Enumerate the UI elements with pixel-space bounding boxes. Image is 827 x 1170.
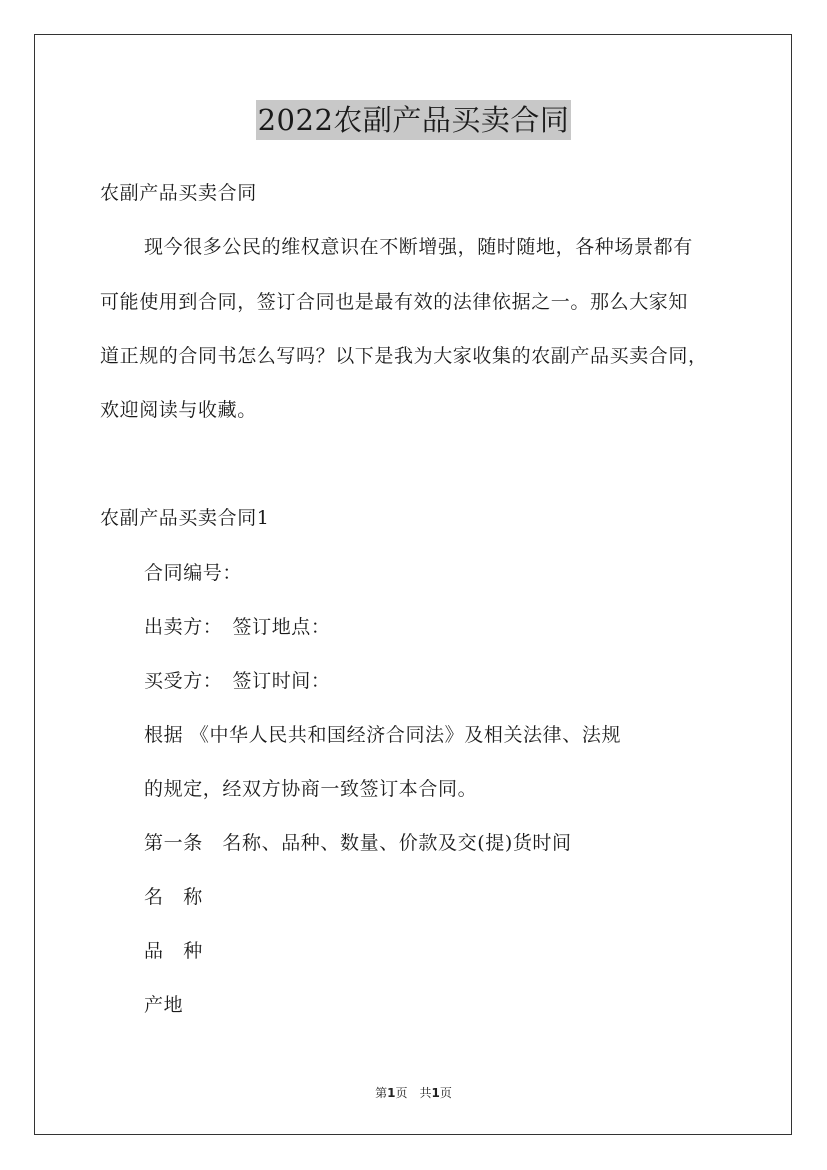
- field-variety-label: 品 种: [144, 940, 203, 962]
- document-subtitle: 农副产品买卖合同: [100, 182, 257, 204]
- seller-line: 出卖方： 签订地点：: [144, 616, 331, 638]
- document-title: 2022农副产品买卖合同: [256, 100, 572, 140]
- contract-number-label: 合同编号：: [144, 562, 243, 584]
- article-one-heading: 第一条 名称、品种、数量、价款及交(提)货时间: [144, 832, 572, 854]
- title-container: [0, 100, 827, 140]
- intro-line-1: 现今很多公民的维权意识在不断增强，随时随地，各种场景都有: [144, 236, 693, 258]
- field-name-label: 名 称: [144, 886, 203, 908]
- intro-line-2: 可能使用到合同，签订合同也是最有效的法律依据之一。那么大家知: [100, 291, 689, 313]
- legal-basis-line: 根据 《中华人民共和国经济合同法》及相关法律、法规: [144, 724, 622, 746]
- buyer-line: 买受方： 签订时间：: [144, 670, 331, 692]
- agreement-line: 的规定，经双方协商一致签订本合同。: [144, 778, 478, 800]
- footer-page-total: 1: [431, 1086, 440, 1100]
- footer-page-prefix: 第: [375, 1086, 388, 1100]
- intro-line-3: 道正规的合同书怎么写吗？以下是我为大家收集的农副产品买卖合同，: [100, 345, 708, 367]
- footer-page-current: 1: [387, 1086, 396, 1100]
- footer-total-prefix: 共: [419, 1086, 432, 1100]
- footer-page-suffix: 页: [395, 1086, 408, 1100]
- field-origin-label: 产地: [144, 994, 184, 1016]
- footer-total-suffix: 页: [439, 1086, 452, 1100]
- page-footer: [0, 1084, 827, 1101]
- intro-line-4: 欢迎阅读与收藏。: [100, 399, 257, 421]
- section-heading: 农副产品买卖合同1: [100, 507, 270, 529]
